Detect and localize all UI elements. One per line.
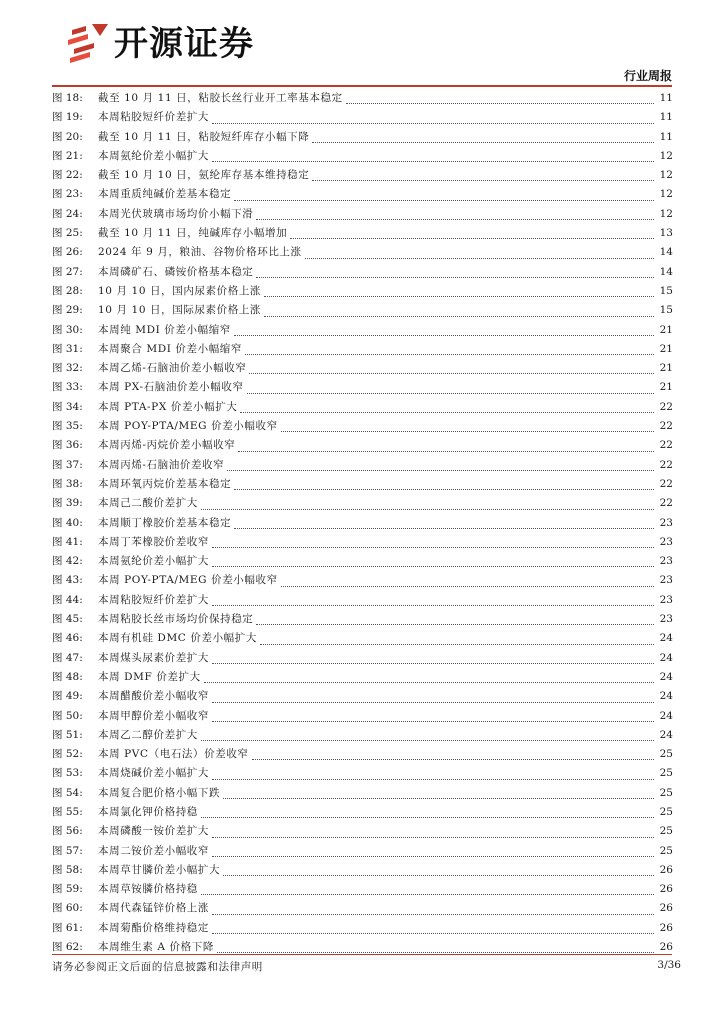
figure-number: 图 46: <box>52 632 83 645</box>
toc-entry[interactable] <box>52 89 682 108</box>
figure-title: 本周草甘膦价差小幅扩大 <box>98 863 221 876</box>
dot-leader <box>204 681 654 683</box>
dot-leader <box>212 662 654 664</box>
toc-entry[interactable] <box>52 919 682 938</box>
figure-page-number: 25 <box>659 748 673 761</box>
figure-title: 10 月 10 日，国内尿素价格上涨 <box>98 284 262 297</box>
figure-number: 图 56: <box>52 825 83 838</box>
figure-number: 图 40: <box>52 516 83 529</box>
figure-number: 图 20: <box>52 130 83 143</box>
figure-page-number: 12 <box>659 149 673 162</box>
toc-entry[interactable] <box>52 128 682 147</box>
figure-number: 图 57: <box>52 844 83 857</box>
figure-page-number: 23 <box>659 535 673 548</box>
dot-leader <box>212 546 654 548</box>
dot-leader <box>249 372 654 374</box>
toc-entry[interactable] <box>52 668 682 687</box>
figure-title: 本周甲醇价差小幅收窄 <box>98 709 209 722</box>
figure-title: 本周磷矿石、磷铵价格基本稳定 <box>98 265 254 278</box>
figure-title: 本周二铵价差小幅收窄 <box>98 844 209 857</box>
dot-leader <box>234 527 654 529</box>
dot-leader <box>212 701 654 703</box>
figure-title: 本周代森锰锌价格上涨 <box>98 902 209 915</box>
toc-entry[interactable] <box>52 880 682 899</box>
figure-page-number: 14 <box>659 265 673 278</box>
figure-title: 本周乙烯-石脑油价差小幅收窄 <box>98 362 247 375</box>
toc-entry[interactable] <box>52 707 682 726</box>
header-divider <box>52 85 672 87</box>
figure-title: 本周丙烯-石脑油价差收窄 <box>98 458 225 471</box>
toc-entry[interactable] <box>52 764 682 783</box>
dot-leader <box>201 816 654 818</box>
figure-number: 图 19: <box>52 111 83 124</box>
dot-leader <box>290 237 654 239</box>
dot-leader <box>260 643 654 645</box>
figure-number: 图 39: <box>52 497 83 510</box>
figure-number: 图 29: <box>52 304 83 317</box>
figure-title: 本周顺丁橡胶价差基本稳定 <box>98 516 232 529</box>
toc-entry[interactable] <box>52 899 682 918</box>
figure-page-number: 25 <box>659 805 673 818</box>
figure-page-number: 24 <box>659 651 673 664</box>
toc-entry[interactable] <box>52 571 682 590</box>
figure-list <box>52 89 682 957</box>
toc-entry[interactable] <box>52 456 682 475</box>
figure-title: 本周 POY-PTA/MEG 价差小幅收窄 <box>98 420 278 433</box>
toc-entry[interactable] <box>52 263 682 282</box>
figure-number: 图 37: <box>52 458 83 471</box>
figure-page-number: 22 <box>659 439 673 452</box>
dot-leader <box>234 199 654 201</box>
dot-leader <box>346 102 654 104</box>
figure-title: 本周菊酯价格维持稳定 <box>98 921 209 934</box>
figure-number: 图 22: <box>52 169 83 182</box>
figure-title: 本周粘胶短纤价差扩大 <box>98 111 209 124</box>
dot-leader <box>201 739 654 741</box>
figure-page-number: 12 <box>659 169 673 182</box>
figure-page-number: 21 <box>659 362 673 375</box>
figure-number: 图 51: <box>52 728 83 741</box>
figure-page-number: 15 <box>659 304 673 317</box>
figure-number: 图 62: <box>52 941 83 954</box>
figure-title: 本周 PX-石脑油价差小幅收窄 <box>98 381 244 394</box>
figure-page-number: 11 <box>659 130 673 143</box>
toc-entry[interactable] <box>52 224 682 243</box>
figure-number: 图 32: <box>52 362 83 375</box>
dot-leader <box>281 585 654 587</box>
dot-leader <box>212 913 654 915</box>
footer-divider <box>52 954 672 955</box>
figure-page-number: 12 <box>659 188 673 201</box>
figure-number: 图 33: <box>52 381 83 394</box>
toc-entry[interactable] <box>52 301 682 320</box>
figure-page-number: 26 <box>659 921 673 934</box>
figure-number: 图 31: <box>52 342 83 355</box>
dot-leader <box>240 411 654 413</box>
figure-number: 图 53: <box>52 767 83 780</box>
figure-number: 图 61: <box>52 921 83 934</box>
toc-entry[interactable] <box>52 282 682 301</box>
figure-title: 本周氨纶价差小幅扩大 <box>98 555 209 568</box>
toc-entry[interactable] <box>52 784 682 803</box>
toc-entry[interactable] <box>52 378 682 397</box>
figure-title: 本周重质纯碱价差基本稳定 <box>98 188 232 201</box>
figure-title: 截至 10 月 11 日，粘胶长丝行业开工率基本稳定 <box>98 92 343 104</box>
figure-number: 图 43: <box>52 574 83 587</box>
toc-entry[interactable] <box>52 687 682 706</box>
figure-page-number: 11 <box>659 92 673 104</box>
dot-leader <box>264 315 654 317</box>
toc-entry[interactable] <box>52 243 682 262</box>
toc-entry[interactable] <box>52 803 682 822</box>
figure-title: 截至 10 月 11 日，粘胶短纤库存小幅下降 <box>98 130 310 143</box>
dot-leader <box>256 218 654 220</box>
figure-number: 图 23: <box>52 188 83 201</box>
dot-leader <box>312 141 654 143</box>
figure-number: 图 21: <box>52 149 83 162</box>
toc-entry[interactable] <box>52 822 682 841</box>
figure-page-number: 21 <box>659 381 673 394</box>
dot-leader <box>212 604 654 606</box>
figure-title: 本周烧碱价差小幅扩大 <box>98 767 209 780</box>
dot-leader <box>201 893 654 895</box>
toc-entry[interactable] <box>52 185 682 204</box>
figure-title: 截至 10 月 11 日，纯碱库存小幅增加 <box>98 227 288 240</box>
dot-leader <box>212 122 654 124</box>
figure-page-number: 23 <box>659 555 673 568</box>
dot-leader <box>212 836 654 838</box>
figure-page-number: 25 <box>659 786 673 799</box>
figure-page-number: 23 <box>659 516 673 529</box>
dot-leader <box>281 430 654 432</box>
figure-title: 截至 10 月 10 日，氨纶库存基本维持稳定 <box>98 169 310 182</box>
figure-number: 图 54: <box>52 786 83 799</box>
toc-entry[interactable] <box>52 321 682 340</box>
figure-title: 本周氯化钾价格持稳 <box>98 805 198 818</box>
figure-number: 图 27: <box>52 265 83 278</box>
figure-number: 图 55: <box>52 805 83 818</box>
dot-leader <box>245 353 654 355</box>
figure-number: 图 42: <box>52 555 83 568</box>
figure-title: 2024 年 9 月，粮油、谷物价格环比上涨 <box>98 246 302 259</box>
dot-leader <box>212 778 654 780</box>
figure-title: 本周煤头尿素价差扩大 <box>98 651 209 664</box>
page-header <box>0 0 724 90</box>
figure-title: 10 月 10 日，国际尿素价格上涨 <box>98 304 262 317</box>
logo-mark-icon <box>66 22 110 66</box>
toc-entry[interactable] <box>52 610 682 629</box>
figure-title: 本周复合肥价格小幅下跌 <box>98 786 221 799</box>
toc-entry[interactable] <box>52 514 682 533</box>
figure-title: 本周粘胶短纤价差扩大 <box>98 593 209 606</box>
figure-number: 图 38: <box>52 477 83 490</box>
toc-entry[interactable] <box>52 861 682 880</box>
toc-entry[interactable] <box>52 147 682 166</box>
figure-page-number: 26 <box>659 883 673 896</box>
figure-page-number: 26 <box>659 863 673 876</box>
figure-title: 本周 DMF 价差扩大 <box>98 670 201 683</box>
figure-number: 图 60: <box>52 902 83 915</box>
figure-page-number: 24 <box>659 632 673 645</box>
figure-title: 本周磷酸一铵价差扩大 <box>98 825 209 838</box>
dot-leader <box>234 488 654 490</box>
figure-page-number: 24 <box>659 728 673 741</box>
toc-entry[interactable] <box>52 340 682 359</box>
figure-number: 图 30: <box>52 323 83 336</box>
toc-entry[interactable] <box>52 108 682 127</box>
figure-title: 本周 POY-PTA/MEG 价差小幅收窄 <box>98 574 278 587</box>
toc-entry[interactable] <box>52 398 682 417</box>
dot-leader <box>212 565 654 567</box>
figure-page-number: 24 <box>659 709 673 722</box>
dot-leader <box>312 179 654 181</box>
figure-title: 本周维生素 A 价格下降 <box>98 941 214 954</box>
dot-leader <box>212 932 654 934</box>
figure-number: 图 48: <box>52 670 83 683</box>
figure-page-number: 25 <box>659 767 673 780</box>
figure-page-number: 11 <box>659 111 673 124</box>
figure-title: 本周聚合 MDI 价差小幅缩窄 <box>98 342 242 355</box>
toc-entry[interactable] <box>52 591 682 610</box>
toc-entry[interactable] <box>52 842 682 861</box>
page-number: 3/36 <box>657 959 681 971</box>
figure-page-number: 12 <box>659 207 673 220</box>
figure-page-number: 15 <box>659 284 673 297</box>
company-logo <box>66 22 281 66</box>
figure-number: 图 18: <box>52 92 83 104</box>
figure-number: 图 34: <box>52 400 83 413</box>
figure-title: 本周 PTA-PX 价差小幅扩大 <box>98 400 238 413</box>
figure-title: 本周环氧丙烷价差基本稳定 <box>98 477 232 490</box>
figure-number: 图 47: <box>52 651 83 664</box>
dot-leader <box>234 334 654 336</box>
figure-number: 图 35: <box>52 420 83 433</box>
figure-title: 本周丁苯橡胶价差收窄 <box>98 535 209 548</box>
figure-title: 本周粘胶长丝市场均价保持稳定 <box>98 613 254 626</box>
figure-page-number: 14 <box>659 246 673 259</box>
dot-leader <box>247 392 654 394</box>
figure-page-number: 21 <box>659 323 673 336</box>
figure-number: 图 52: <box>52 748 83 761</box>
dot-leader <box>212 160 654 162</box>
figure-number: 图 28: <box>52 284 83 297</box>
figure-title: 本周光伏玻璃市场均价小幅下滑 <box>98 207 254 220</box>
figure-title: 本周纯 MDI 价差小幅缩窄 <box>98 323 231 336</box>
figure-page-number: 13 <box>659 227 673 240</box>
figure-number: 图 49: <box>52 690 83 703</box>
toc-entry[interactable] <box>52 494 682 513</box>
toc-entry[interactable] <box>52 533 682 552</box>
toc-entry[interactable] <box>52 417 682 436</box>
dot-leader <box>212 720 654 722</box>
toc-entry[interactable] <box>52 552 682 571</box>
figure-title: 本周有机硅 DMC 价差小幅扩大 <box>98 632 257 645</box>
figure-page-number: 24 <box>659 690 673 703</box>
toc-entry[interactable] <box>52 745 682 764</box>
dot-leader <box>223 874 654 876</box>
figure-page-number: 21 <box>659 342 673 355</box>
dot-leader <box>212 855 654 857</box>
toc-entry[interactable] <box>52 629 682 648</box>
dot-leader <box>256 276 654 278</box>
figure-title: 本周草铵膦价格持稳 <box>98 883 198 896</box>
figure-number: 图 26: <box>52 246 83 259</box>
figure-number: 图 58: <box>52 863 83 876</box>
figure-title: 本周醋酸价差小幅收窄 <box>98 690 209 703</box>
figure-title: 本周氨纶价差小幅扩大 <box>98 149 209 162</box>
figure-page-number: 24 <box>659 670 673 683</box>
figure-page-number: 22 <box>659 400 673 413</box>
toc-entry[interactable] <box>52 726 682 745</box>
figure-page-number: 26 <box>659 941 673 954</box>
figure-page-number: 25 <box>659 825 673 838</box>
dot-leader <box>252 758 654 760</box>
toc-entry[interactable] <box>52 649 682 668</box>
figure-page-number: 26 <box>659 902 673 915</box>
figure-page-number: 25 <box>659 844 673 857</box>
dot-leader <box>201 508 654 510</box>
toc-entry[interactable] <box>52 436 682 455</box>
figure-page-number: 22 <box>659 497 673 510</box>
dot-leader <box>305 257 654 259</box>
report-type-label: 行业周报 <box>623 69 672 83</box>
dot-leader <box>256 623 654 625</box>
figure-page-number: 22 <box>659 420 673 433</box>
figure-page-number: 22 <box>659 477 673 490</box>
toc-entry[interactable] <box>52 205 682 224</box>
figure-title: 本周 PVC（电石法）价差收窄 <box>98 748 249 761</box>
figure-title: 本周丙烯-丙烷价差小幅收窄 <box>98 439 236 452</box>
figure-page-number: 23 <box>659 574 673 587</box>
figure-number: 图 25: <box>52 227 83 240</box>
toc-entry[interactable] <box>52 359 682 378</box>
logo-text: 开源证券 <box>114 24 254 64</box>
figure-number: 图 36: <box>52 439 83 452</box>
figure-number: 图 45: <box>52 613 83 626</box>
dot-leader <box>227 469 654 471</box>
dot-leader <box>223 797 654 799</box>
footer-disclaimer: 请务必参阅正文后面的信息披露和法律声明 <box>52 961 263 973</box>
figure-title: 本周乙二醇价差扩大 <box>98 728 198 741</box>
figure-number: 图 59: <box>52 883 83 896</box>
figure-number: 图 50: <box>52 709 83 722</box>
figure-page-number: 23 <box>659 593 673 606</box>
figure-page-number: 23 <box>659 613 673 626</box>
figure-number: 图 24: <box>52 207 83 220</box>
figure-page-number: 22 <box>659 458 673 471</box>
figure-title: 本周己二酸价差扩大 <box>98 497 198 510</box>
dot-leader <box>264 295 654 297</box>
figure-number: 图 44: <box>52 593 83 606</box>
dot-leader <box>238 450 654 452</box>
figure-number: 图 41: <box>52 535 83 548</box>
toc-entry[interactable] <box>52 475 682 494</box>
toc-entry[interactable] <box>52 166 682 185</box>
